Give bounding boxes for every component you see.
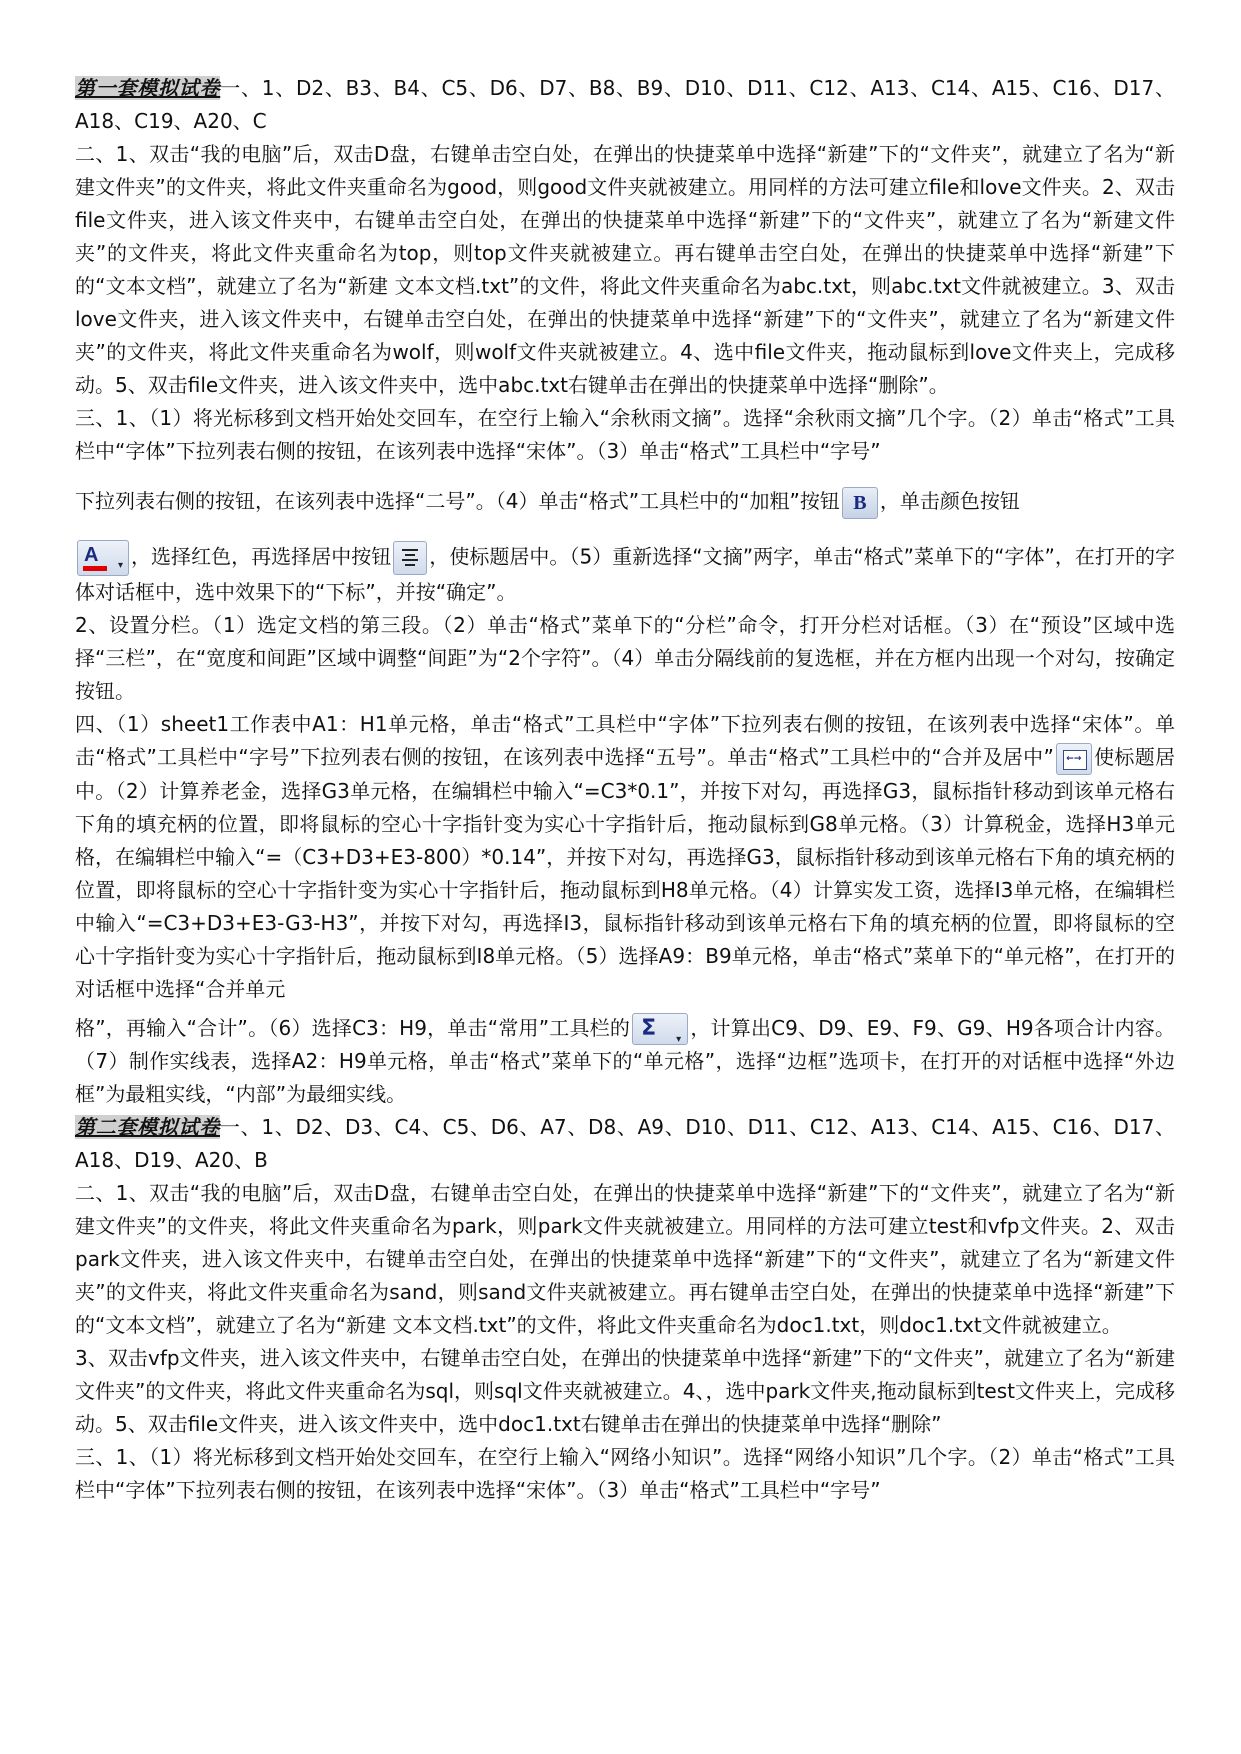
set1-part2: 二、1、双击“我的电脑”后，双击D盘，右键单击空白处，在弹出的快捷菜单中选择“新建”下的“文件夹”，就建立了名为“新建文件夹”的文件夹，将此文件夹重命名为good，则good文件夹就被建立。用同样的方法可建立file和love文件夹。2、双击file文件夹，进入该文件夹中，右键单击空白处，在弹出的快捷菜单中选择“新建”下的“文件夹”，就建立了名为“新建文件夹”的文件夹，将此文件夹重命名为top，则top文件夹就被建立。再右键单击空白处，在弹出的快捷菜单中选择“新建”下的“文本文档”，就建立了名为“新建 文本文档.txt”的文件，将此文件夹重命名为abc.txt，则abc.txt文件就被建立。3、双击love文件夹，进入该文件夹中，右键单击空白处，在弹出的快捷菜单中选择“新建”下的“文件夹”，就建立了名为“新建文件夹”的文件夹，将此文件夹重命名为wolf，则wolf文件夹就被建立。4、选中file文件夹，拖动鼠标到love文件夹上，完成移动。5、双击file文件夹，进入该文件夹中，选中abc.txt右键单击在弹出的快捷菜单中选择“删除”。: [75, 142, 1175, 397]
align-center-icon: [393, 541, 427, 575]
set1-part3-intro: 三、1、（1）将光标移到文档开始处交回车，在空行上输入“余秋雨文摘”。选择“余秋雨文摘”几个字。（2）单击“格式”工具栏中“字体”下拉列表右侧的按钮，在该列表中选择“宋体”。（3）单击“格式”工具栏中“字号”: [75, 406, 1175, 463]
set1-answers: 一、1、D2、B3、B4、C5、D6、D7、B8、B9、D10、D11、C12、A13、C14、A15、C16、D17、A18、C19、A20、C: [75, 76, 1176, 133]
set1-part3-bold-line: [75, 468, 1175, 534]
merge-arrows: ←→: [1066, 753, 1082, 764]
set1-part3-color-line: [75, 540, 1175, 609]
set1-part4-intro: [75, 708, 1175, 1006]
bold-button-icon: B: [842, 487, 878, 519]
merge-center-icon: [1056, 743, 1092, 775]
font-color-bar: [83, 566, 107, 571]
set1-title: 第一套模拟试卷: [75, 76, 221, 100]
set2-answers-paragraph: [75, 1111, 1175, 1177]
chevron-down-icon: ▾: [117, 560, 123, 571]
set1-part4-text-b: 使标题居中。（2）计算养老金，选择G3单元格，在编辑栏中输入“=C3*0.1”，并按下对勾，再选择G3，鼠标指针移动到该单元格右下角的填充柄的位置，即将鼠标的空心十字指针变为实心十字指针后，拖动鼠标到G8单元格。（3）计算税金，选择H3单元格，在编辑栏中输入“=（C3+D3+E3-800）*0.14”，并按下对勾，再选择G3，鼠标指针移动到该单元格右下角的填充柄的位置，即将鼠标的空心十字指针变为实心十字指针后，拖动鼠标到H8单元格。（4）计算实发工资，选择I3单元格，在编辑栏中输入“=C3+D3+E3-G3-H3”，并按下对勾，再选择I3，鼠标指针移动到该单元格右下角的填充柄的位置，即将鼠标的空心十字指针变为实心十字指针后，拖动鼠标到I8单元格。（5）选择A9：B9单元格，单击“格式”菜单下的“单元格”，在打开的对话框中选择“合并单元: [75, 745, 1175, 1001]
set2-part3: 三、1、（1）将光标移到文档开始处交回车，在空行上输入“网络小知识”。选择“网络小知识”几个字。（2）单击“格式”工具栏中“字体”下拉列表右侧的按钮，在该列表中选择“宋体”。（3）单击“格式”工具栏中“字号”: [75, 1445, 1175, 1502]
autosum-icon: [632, 1013, 688, 1045]
sigma-glyph: Σ: [641, 1016, 657, 1041]
set1-part3-text-b: 下拉列表右侧的按钮，在该列表中选择“二号”。（4）单击“格式”工具栏中的“加粗”按钮: [75, 489, 840, 513]
set2-answers: 一、1、D2、D3、C4、C5、D6、A7、D8、A9、D10、D11、C12、A13、C14、A15、C16、D17、A18、D19、A20、B: [75, 1115, 1175, 1172]
set1-part3-2: 2、设置分栏。（1）选定文档的第三段。（2）单击“格式”菜单下的“分栏”命令，打开分栏对话框。（3）在“预设”区域中选择“三栏”，在“宽度和间距”区域中调整“间距”为“2个字符”。（4）单击分隔线前的复选框，并在方框内出现一个对勾，按确定按钮。: [75, 613, 1175, 703]
set1-part3-text-e: ，使标题居中。（5）重新选择“文摘”两字，单击“格式”菜单下的“字体”，在打开的字体对话框中，选中效果下的“下标”，并按“确定”。: [75, 544, 1175, 604]
set1-answers-paragraph: [75, 72, 1175, 138]
set1-part4-sum-line: [75, 1012, 1175, 1112]
font-color-button-icon: [77, 540, 129, 576]
set1-part3-text-c: ，单击颜色按钮: [879, 489, 1020, 513]
set2-part2-3: 3、双击vfp文件夹，进入该文件夹中，右键单击空白处，在弹出的快捷菜单中选择“新建”下的“文件夹”，就建立了名为“新建文件夹”的文件夹，将此文件夹重命名为sql，则sql文件夹就被建立。4、，选中park文件夹,拖动鼠标到test文件夹上，完成移动。5、双击file文件夹，进入该文件夹中，选中doc1.txt右键单击在弹出的快捷菜单中选择“删除”: [75, 1346, 1175, 1436]
set2-title: 第二套模拟试卷: [75, 1115, 220, 1139]
document-page: [75, 72, 1175, 1507]
set2-part2: 二、1、双击“我的电脑”后，双击D盘，右键单击空白处，在弹出的快捷菜单中选择“新建”下的“文件夹”，就建立了名为“新建文件夹”的文件夹，将此文件夹重命名为park，则park文件夹就被建立。用同样的方法可建立test和vfp文件夹。2、双击park文件夹，进入该文件夹中，右键单击空白处，在弹出的快捷菜单中选择“新建”下的“文件夹”，就建立了名为“新建文件夹”的文件夹，将此文件夹重命名为sand，则sand文件夹就被建立。再右键单击空白处，在弹出的快捷菜单中选择“新建”下的“文本文档”，就建立了名为“新建 文本文档.txt”的文件，将此文件夹重命名为doc1.txt，则doc1.txt文件就被建立。: [75, 1181, 1175, 1337]
set1-part4-text-a: 四、（1）sheet1工作表中A1：H1单元格，单击“格式”工具栏中“字体”下拉列表右侧的按钮，在该列表中选择“宋体”。单击“格式”工具栏中“字号”下拉列表右侧的按钮，在该列表中选择“五号”。单击“格式”工具栏中的“合并及居中”: [75, 712, 1175, 769]
set1-part4-text-c: 格”，再输入“合计”。（6）选择C3：H9，单击“常用”工具栏的: [75, 1015, 631, 1040]
chevron-down-icon: ▾: [676, 1034, 682, 1045]
set1-part4-text-d: ，计算出C9、D9、E9、F9、G9、H9各项合计内容。（7）制作实线表，选择A2：H9单元格，单击“格式”菜单下的“单元格”，选择“边框”选项卡，在打开的对话框中选择“外边框”为最粗实线，“内部”为最细实线。: [75, 1015, 1176, 1106]
font-color-letter: A: [84, 544, 99, 566]
set1-part3-text-d: ，选择红色，再选择居中按钮: [131, 544, 392, 569]
